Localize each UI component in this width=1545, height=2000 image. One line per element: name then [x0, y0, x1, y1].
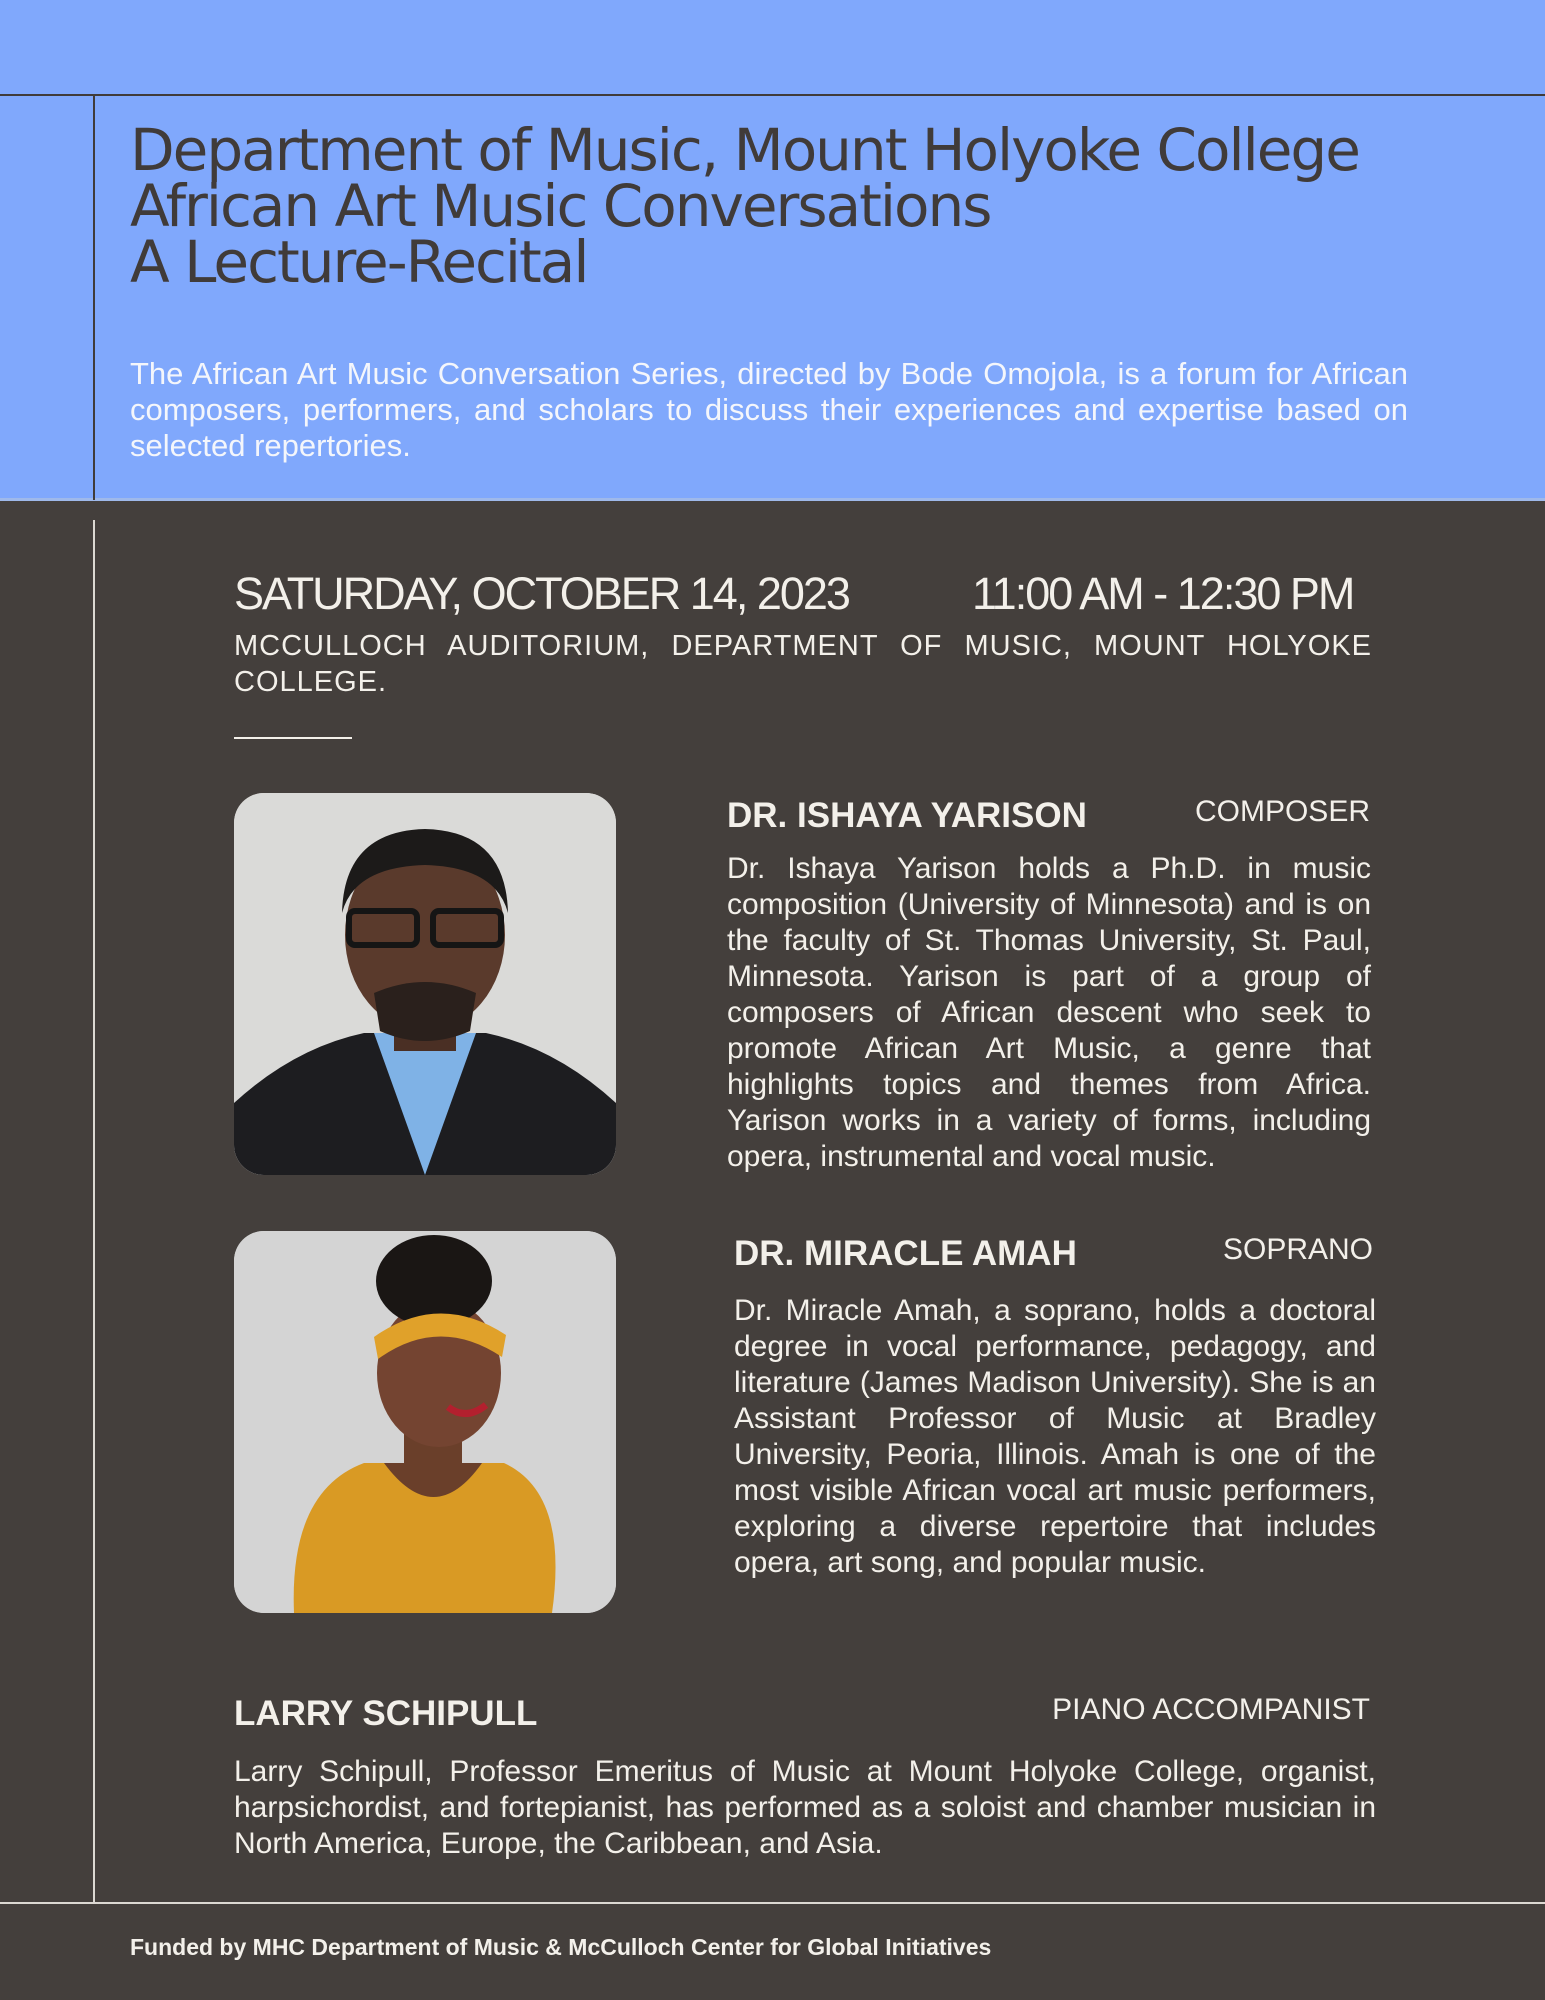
performer-bio-yarison: Dr. Ishaya Yarison holds a Ph.D. in music composition (University of Minnesota) and is on the faculty of St. Thomas University, St. Paul, Minnesota. Yarison is part of a group of composers of African descent who seek to promote African Art Music, a genre that highlights topics and themes from Africa. Yarison works in a variety of forms, including opera, instrumental and vocal music.	[727, 852, 1371, 1173]
title-line-series: African Art Music Conversations	[130, 172, 991, 240]
performer-name-schipull: LARRY SCHIPULL	[234, 1694, 538, 1733]
performer-name-yarison: DR. ISHAYA YARISON	[727, 796, 1087, 835]
event-time: 11:00 AM - 12:30 PM	[972, 568, 1354, 619]
performer-bio-schipull: Larry Schipull, Professor Emeritus of Music at Mount Holyoke College, organist, harpsichordist, and fortepianist, has performed as a soloist and chamber musician in North America, Europe, the Caribbean, and Asia.	[234, 1755, 1376, 1860]
section-divider	[234, 737, 352, 739]
page-title	[130, 116, 1510, 296]
footer-rule	[0, 1902, 1545, 1904]
body-left-rule	[93, 520, 95, 1902]
header-left-rule	[93, 94, 95, 500]
header-bottom-rule	[0, 498, 1545, 501]
series-intro: The African Art Music Conversation Series, directed by Bode Omojola, is a forum for African composers, performers, and scholars to discuss their experiences and expertise based on selected repertories.	[130, 356, 1408, 463]
title-line-event: A Lecture-Recital	[130, 228, 588, 296]
title-line-department: Department of Music, Mount Holyoke College	[130, 116, 1359, 184]
performer-name-amah: DR. MIRACLE AMAH	[734, 1234, 1077, 1273]
portrait-amah	[234, 1231, 616, 1613]
performer-bio-amah: Dr. Miracle Amah, a soprano, holds a doctoral degree in vocal performance, pedagogy, and literature (James Madison University). She is an Assistant Professor of Music at Bradley University, Peoria, Illinois. Amah is one of the most visible African vocal art music performers, exploring a diverse repertoire that includes opera, art song, and popular music.	[734, 1294, 1376, 1579]
event-date: SATURDAY, OCTOBER 14, 2023	[234, 568, 849, 619]
performer-role-schipull: PIANO ACCOMPANIST	[1052, 1693, 1370, 1726]
top-rule	[0, 94, 1545, 96]
event-venue: MCCULLOCH AUDITORIUM, DEPARTMENT OF MUSIC, MOUNT HOLYOKE COLLEGE.	[234, 630, 1372, 698]
performer-role-yarison: COMPOSER	[1194, 795, 1370, 828]
portrait-yarison	[234, 793, 616, 1175]
funding-credit: Funded by MHC Department of Music & McCulloch Center for Global Initiatives	[130, 1934, 992, 1960]
performer-role-amah: SOPRANO	[1222, 1233, 1373, 1266]
